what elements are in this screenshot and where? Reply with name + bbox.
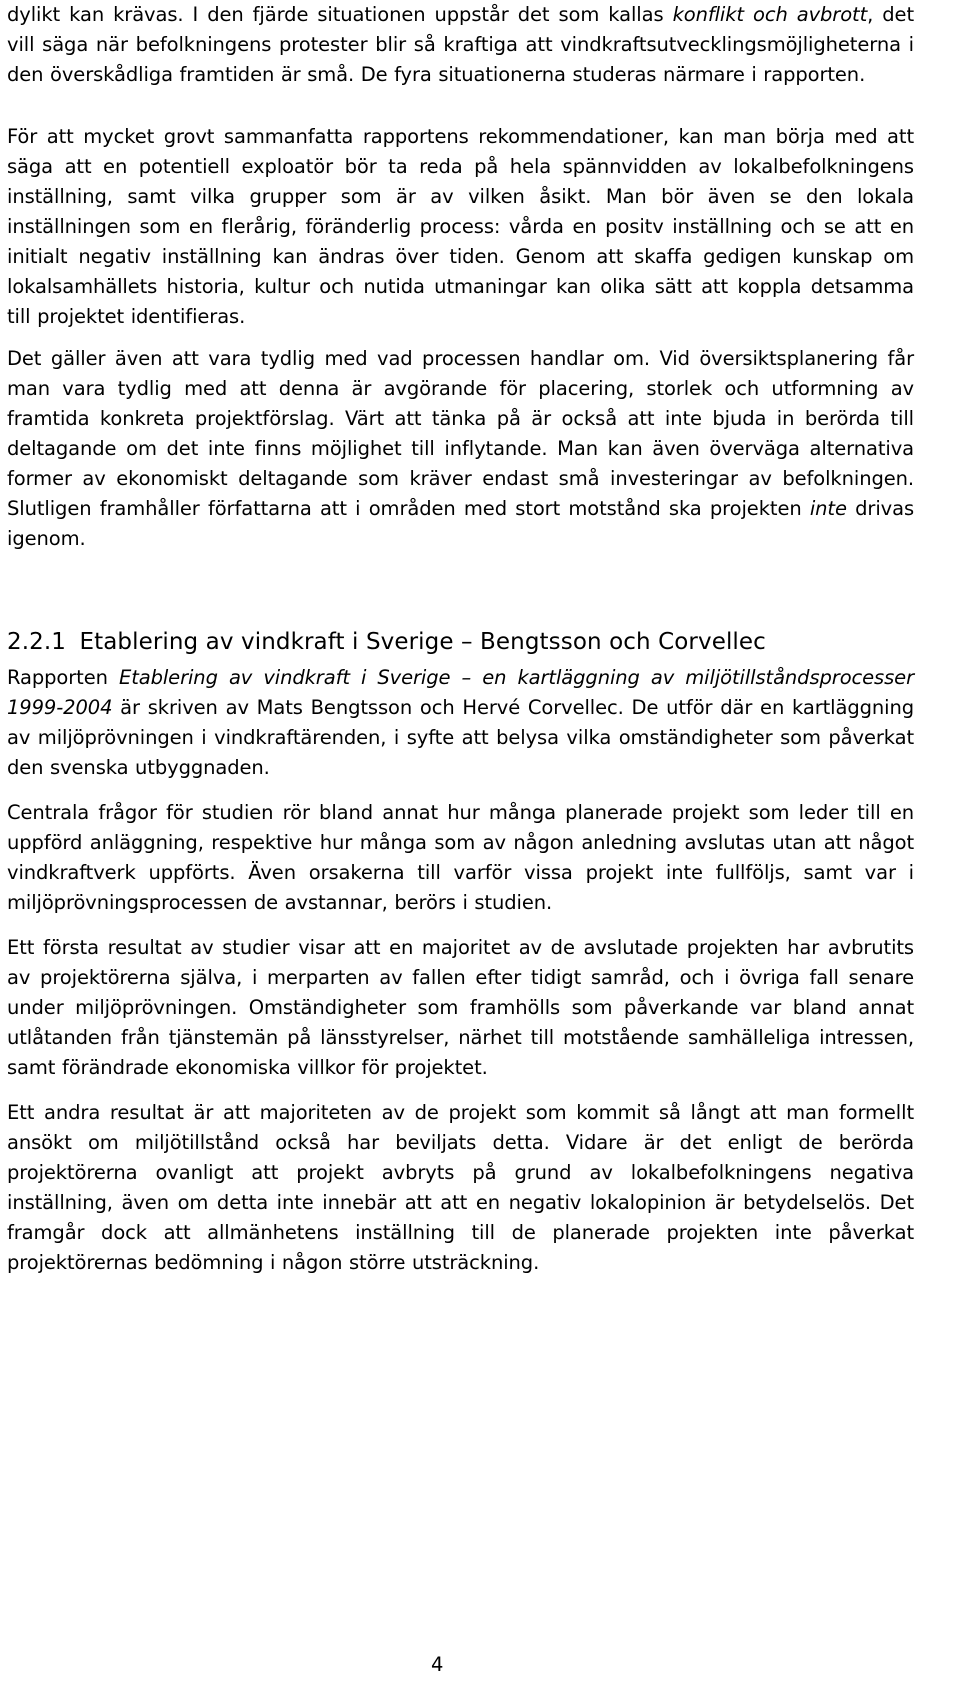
paragraph-text: Rapporten <box>7 666 119 689</box>
document-page <box>7 0 914 1278</box>
paragraph-text: drivas igenom. <box>7 497 915 550</box>
paragraph-text: är skriven av Mats Bengtsson och Hervé Corvellec. De utför där en kartläggning av miljöprövningen i vindkraftärenden, i syfte att belysa vilka omständigheter som påverkat den svenska utbyggnaden. <box>7 696 914 779</box>
section-title: Etablering av vindkraft i Sverige – Bengtsson och Corvellec <box>79 629 766 655</box>
paragraph-first-result: Ett första resultat av studier visar att en majoritet av de avslutade projekten har avbrutits av projektörerna själva, i merparten av fallen efter tidigt samråd, och i övriga fall senare under miljöprövningen. Omständigheter som framhölls som påverkande var bland annat utlåtanden från tjänstemän på länsstyrelser, närhet till motstående samhälleliga intressen, samt förändrade ekonomiska villkor för projektet. <box>7 936 914 1079</box>
paragraph-recommendations: För att mycket grovt sammanfatta rapportens rekommendationer, kan man börja med att säga att en potentiell exploatör bör ta reda på hela spännvidden av lokalbefolkningens inställning, samt vilka grupper som är av vilken åsikt. Man bör även se den lokala inställningen som en flerårig, föränderlig process: vårda en positv inställning och se att en initialt negativ inställning kan ändras över tiden. Genom att skaffa gedigen kunskap om lokalsamhällets historia, kultur och nutida utmaningar kan olika sätt att koppla detsamma till projektet identifieras. <box>7 125 914 328</box>
paragraph-text: dylikt kan krävas. I den fjärde situationen uppstår det som kallas <box>7 3 673 26</box>
paragraph-process-clarity <box>7 344 914 554</box>
section-heading <box>7 625 914 659</box>
emphasis-term: konflikt och avbrott <box>672 3 868 26</box>
paragraph-central-questions: Centrala frågor för studien rör bland annat hur många planerade projekt som leder till en uppförd anläggning, respektive hur många som av någon anledning avslutas utan att något vindkraftverk uppförts. Även orsakerna till varför vissa projekt inte fullföljs, samt var i miljöprövningsprocessen de avstannar, berörs i studien. <box>7 801 914 914</box>
report-title: Etablering av vindkraft i Sverige – en kartläggning av miljötillståndsprocesser 1999-2004 <box>7 666 914 719</box>
page-number-text: 4 <box>431 1653 444 1676</box>
paragraph-text: Det gäller även att vara tydlig med vad processen handlar om. Vid översiktsplanering får man vara tydlig med att denna är avgörande för placering, storlek och utformning av framtida konkreta projektförslag. Värt att tänka på är också att inte bjuda in berörda till deltagande om det inte finns möjlighet till inflytande. Man kan även överväga alternativa former av ekonomiskt deltagande som kräver endast små investeringar av befolkningen. Slutligen framhåller författarna att i områden med stort motstånd ska projekten <box>7 347 914 520</box>
paragraph-second-result: Ett andra resultat är att majoriteten av de projekt som kommit så långt att man formellt ansökt om miljötillstånd också har beviljats detta. Vidare är det enligt de berörda projektörerna ovanligt att projekt avbryts på grund av lokalbefolkningens negativa inställning, även om detta inte innebär att att en negativ lokalopinion är betydelselös. Det framgår dock att allmänhetens inställning till de planerade projekten inte påverkat projektörernas bedömning i någon större utsträckning. <box>7 1101 914 1274</box>
paragraph-intro-continuation <box>7 0 914 90</box>
paragraph-text: , det vill säga när befolkningens protester blir så kraftiga att vindkraftsutvecklingsmöjligheterna i den överskådliga framtiden är små. De fyra situationerna studeras närmare i rapporten. <box>7 3 914 86</box>
section-number: 2.2.1 <box>7 629 67 655</box>
emphasis-word: inte <box>809 497 847 520</box>
paragraph-report-intro <box>7 663 914 783</box>
